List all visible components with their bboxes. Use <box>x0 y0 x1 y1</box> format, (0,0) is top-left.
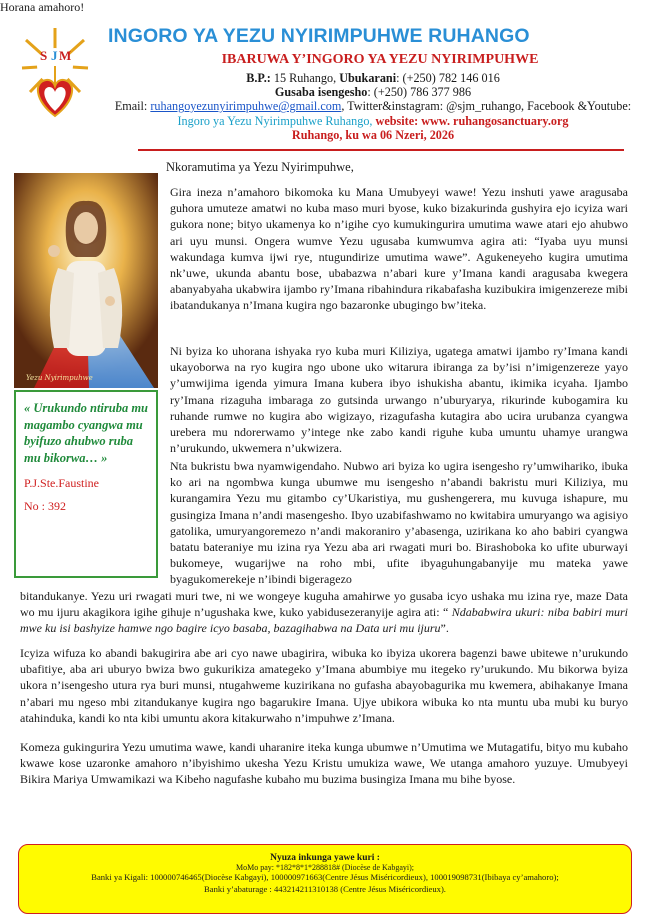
image-caption: Yezu Nyirimpuhwe <box>26 374 93 382</box>
contact-block <box>108 71 638 142</box>
paragraph-3: Nta bukristu bwa nyamwigendaho. Nubwo ari byiza ko ugira isengesho ry’umwihariko, ibuka ko ari na ngombwa kunga ubumwe mu isengesho n’abandi bakristu muri Kiliziya, mu kurangamira Yezu mu gitambo cy’Ukaristiya, mu gushengerera, mu kuvuga ishapure, mu gusingiza Imana n’andi masengesho. Ibyo uzabifashwamo no kwitabira umuryango wa agisiyo gatolika, umuryangoremezo n’andi makoraniro y’abasenga, uzirikana ko aho babiri cyangwa batatu bateraniye mu izina rya Yezu aba ari rwagati muri bo. Birashoboka ko ufite uburwayi bukomeye, wugarijwe na roho mbi, ufite ibyaguhungabanyije mu mateka yawe byagukomerekeje n’ibindi bigeragezo <box>170 459 628 587</box>
donation-footer <box>18 844 632 914</box>
scripture-quote: Ndababwira ukuri: niba babiri muri mwe ku isi bashyize hamwe ngo bagire icyo basaba, bazagihabwa na Data uri mu ijuru <box>20 605 628 636</box>
social-text: , Twitter&instagram: @sjm_ruhango, Facebook &Youtube: <box>341 99 632 114</box>
sanctuary-title: INGORO YA YEZU NYIRIMPUHWE RUHANGO <box>108 25 530 47</box>
letter-date: Ruhango, ku wa 06 Nzeri, 2026 <box>291 127 455 142</box>
paragraph-5: Komeza gukingurira Yezu umutima wawe, kandi uharanire iteka kunga ubumwe n’Umutima we Mutagatifu, bityo mu kubaho kwawe kose uzaronke amahoro n’ibyishimo ukesha Yezu Kristu umukiza wawe, We utanga amahoro yuzuye. Umubyeyi Bikira Mariya Umwamikazi wa Kibeho nagufashe kubaho mu buzima busingiza Imana mu bihe byose. <box>20 740 628 787</box>
ubukarani-value: : (+250) 782 146 016 <box>396 71 500 85</box>
bp-label: B.P.: <box>246 71 271 85</box>
sanctuary-logo <box>20 26 90 126</box>
svg-text:M: M <box>59 48 72 63</box>
youtube-name: Ingoro ya Yezu Nyirimpuhwe Ruhango, <box>177 113 373 128</box>
quote-text: « Urukundo ntiruba mu magambo cyangwa mu byifuzo ahubwo ruba mu bikorwa… » <box>24 401 149 465</box>
paragraph-4: Icyiza wifuza ko abandi bakugirira abe ari cyo nawe ubagirira, wibuka ko ibyiza ukorera bagenzi bawe ubitewe n’urukundo ubafitiye, aba ari uburyo bwiza bwo gukurikiza amategeko y’Imana abumbiye mu itegeko ry’urukundo. Mu bikorwa byiza ukora n’isengesho utura rya buri munsi, ntugahweme kuzirikana no gufasha abayobagurika mu kwemera, abihakanye Imana n’abari mu ngeso mbi zitandukanye kugira ngo bagarukire Imana. Ujye ubikora wibuka ko nta muntu uba mubi ku buryo atahinduka, kandi ko nta kibi umuntu akora kitakurwaho n’impuhwe z’Imana. <box>20 646 628 725</box>
email-link[interactable]: ruhangoyezunyirimpuhwe@gmail.com <box>150 99 342 114</box>
ubukarani-label: Ubukarani <box>339 71 397 85</box>
paragraph-1: Gira ineza n’amahoro bikomoka ku Mana Umubyeyi wawe! Yezu inshuti yawe aragusaba guhora umuteze amatwi no kuba maso muri byose, kuko bizakurinda gushyira ejo icyiza wari gukora none; bityo ukamenya ko n’igihe cyo kumukingurira umutima wawe atari ejo ahubwo ari uyu munsi. Ongera wumve Yezu ugusaba kumwumva agira ati: “Iyaba uyu munsi wakundaga kumva ijwi rye, ntugundirize umutima wawe”. Agukeneyeho kugira umutima nk’uwe, ukunda abantu bose, ubabazwa n’abari kure y’Imana kandi aragusaba kwegera abanyabyaha ukabwira ijambo ry’Imana ribahindura rikabafasha kuzibukira imigenzereze mibi ibatandukanya n’Imana kugira ngo bazaronke ubugingo bw’iteka. <box>170 185 628 313</box>
bank-info-2: Banki y’abaturage : 443214211310138 (Centre Jésus Miséricordieux). <box>204 883 446 894</box>
gusaba-label: Gusaba isengesho <box>274 85 368 100</box>
paragraph-3-text: bitandukanye. Yezu uri rwagati muri twe, ni we wongeye kuguha amahirwe yo gusaba icyo ushaka mu izina rye, maze Data wo mu ijuru akagikora igihe gihuje n’ugushaka kwe, kuko yabidusezeranyije agira ati: “ <box>20 589 628 620</box>
momo-info: MoMo pay: *182*8*1*288818# (Diocèse de Kabgayi); <box>236 863 414 872</box>
paragraph-3-continued <box>20 588 628 637</box>
letter-greeting: Nkoramutima ya Yezu Nyirimpuhwe, <box>166 160 354 174</box>
bank-info: Banki ya Kigali: 100000746465(Diocèse Kabgayi), 100000971663(Centre Jésus Miséricordieux), 100019098731(Ibibaya cy’amahoro); <box>91 872 559 882</box>
quote-number: No : 392 <box>24 499 66 513</box>
svg-text:S: S <box>40 48 48 63</box>
letter-subtitle: IBARUWA Y’INGORO YA YEZU NYIRIMPUHWE <box>221 52 539 67</box>
website-link[interactable]: website: www. ruhangosanctuary.org <box>375 113 569 128</box>
quote-box <box>14 390 158 578</box>
header-divider <box>138 149 624 151</box>
gusaba-value: : (+250) 786 377 986 <box>367 85 472 100</box>
paragraph-3-end: ”. <box>440 621 449 636</box>
quote-author: P.J.Ste.Faustine <box>24 476 100 490</box>
email-label: Email: <box>114 99 148 114</box>
closing-line: Horana amahoro! <box>0 0 85 14</box>
paragraph-2: Ni byiza ko uhorana ishyaka ryo kuba muri Kiliziya, ugatega amatwi ijambo ry’Imana kandi ukayoborwa na ryo kugira ngo ubone uko witarura ibiranga za by’isi n’imigenzereze yayo y’umwijima igenda yimura Imana kubera ibyo ishukisha abantu, ikimika icyaha. Ijambo ry’Imana rizaguha imbaraga zo gutsinda urwango n’uburyarya, rikurinde kubogamira ku ruhande rumwe no kugira abo wigizayo, rizagufasha kutagira abo ucira urubanza cyangwa urebera mu ndorerwamo y’intege nke zabo kandi riguhe kuba umuntu uhamye urangwa n’urukundo, ukwemera n’ukwizera. <box>170 344 628 456</box>
bp-value: 15 Ruhango, <box>273 71 337 85</box>
footer-title: Nyuza inkunga yawe kuri : <box>270 853 380 863</box>
svg-text:J: J <box>51 48 58 63</box>
divine-mercy-image <box>14 173 158 388</box>
